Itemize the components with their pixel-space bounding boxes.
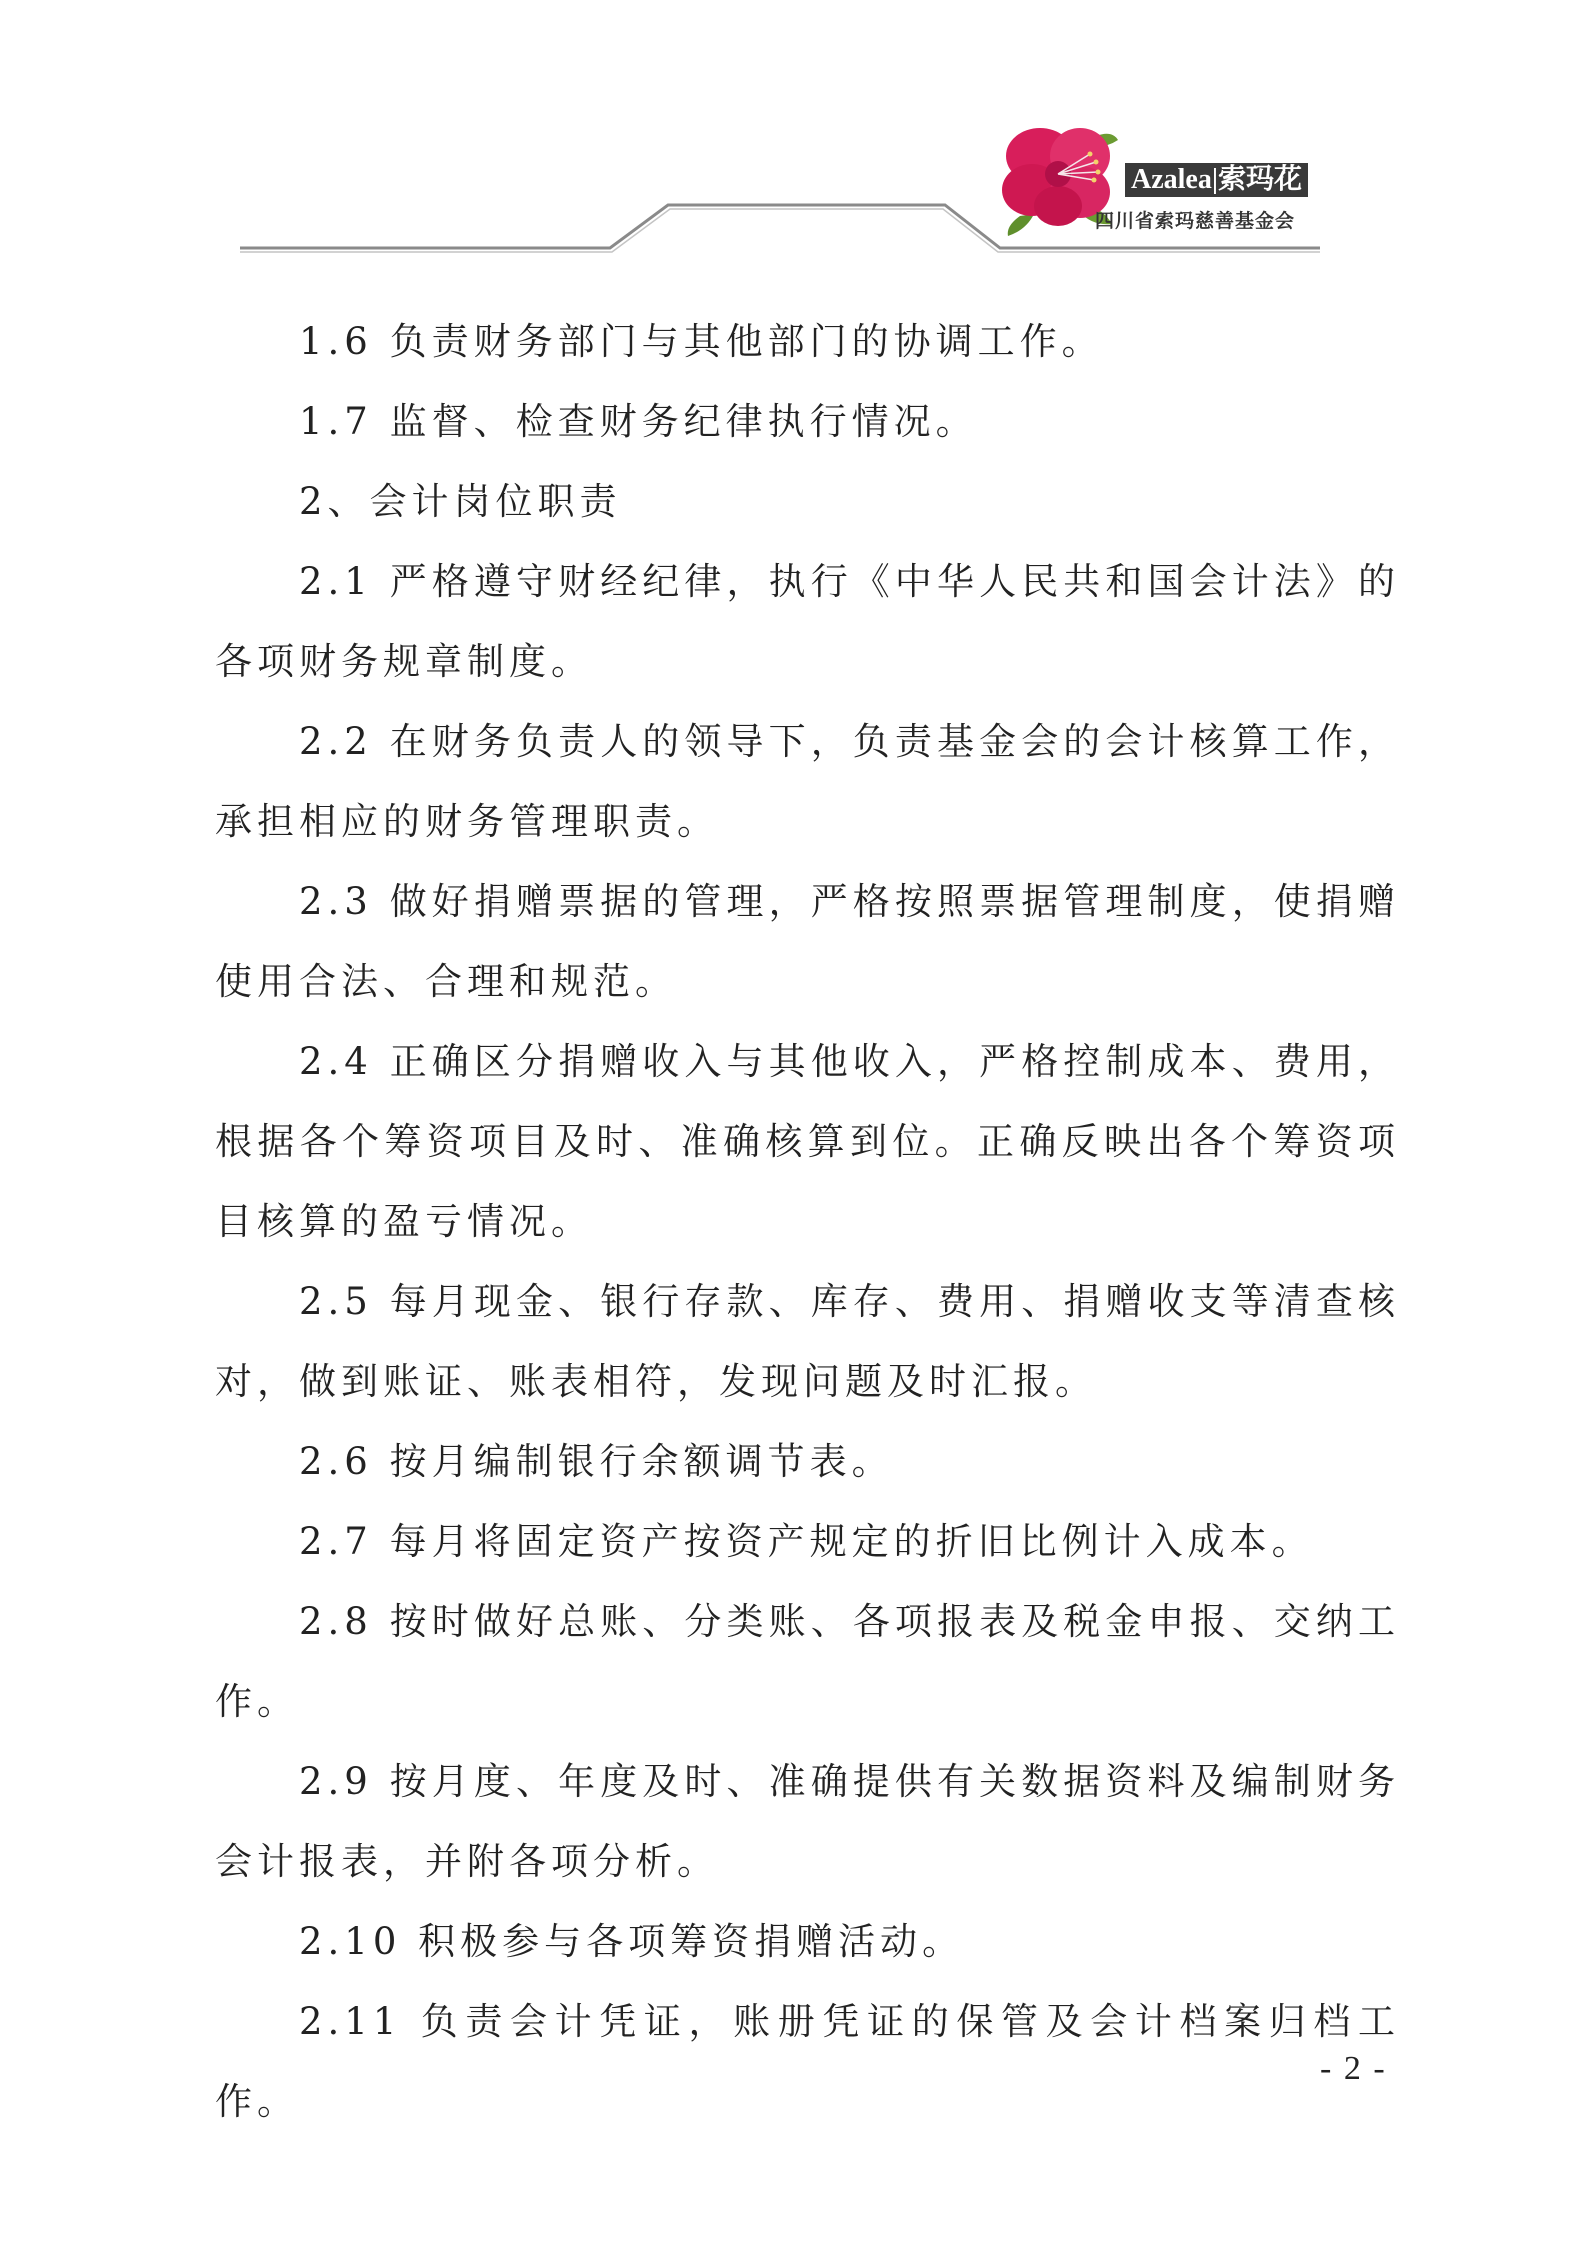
page-header xyxy=(0,0,1587,260)
paragraph-2-2: 2.2 在财务负责人的领导下，负责基金会的会计核算工作，承担相应的财务管理职责。 xyxy=(215,720,1400,843)
foundation-logo xyxy=(1000,118,1330,238)
paragraph-1-7: 1.7 监督、检查财务纪律执行情况。 xyxy=(299,400,978,443)
paragraph-2-9: 2.9 按月度、年度及时、准确提供有关数据资料及编制财务会计报表，并附各项分析。 xyxy=(215,1760,1400,1883)
paragraph-2-8: 2.8 按时做好总账、分类账、各项报表及税金申报、交纳工作。 xyxy=(215,1600,1400,1723)
page-number: - 2 - xyxy=(1320,2050,1387,2087)
logo-chinese-name: 四川省索玛慈善基金会 xyxy=(1095,210,1296,232)
paragraph-1-6: 1.6 负责财务部门与其他部门的协调工作。 xyxy=(299,320,1104,363)
paragraph-2-11: 2.11 负责会计凭证，账册凭证的保管及会计档案归档工作。 xyxy=(215,2000,1400,2123)
document-body xyxy=(215,302,1400,2142)
paragraph-2-4: 2.4 正确区分捐赠收入与其他收入，严格控制成本、费用，根据各个筹资项目及时、准确核算到位。正确反映出各个筹资项目核算的盈亏情况。 xyxy=(215,1040,1400,1243)
paragraph-2-7: 2.7 每月将固定资产按资产规定的折旧比例计入成本。 xyxy=(299,1520,1314,1563)
header-divider-line xyxy=(0,0,1587,260)
logo-english-name: Azalea|索玛花 xyxy=(1125,163,1308,197)
section-heading-accounting-duties: 2、会计岗位职责 xyxy=(299,480,622,523)
paragraph-2-3: 2.3 做好捐赠票据的管理，严格按照票据管理制度，使捐赠使用合法、合理和规范。 xyxy=(215,880,1400,1003)
paragraph-2-1: 2.1 严格遵守财经纪律，执行《中华人民共和国会计法》的各项财务规章制度。 xyxy=(215,560,1400,683)
paragraph-2-6: 2.6 按月编制银行余额调节表。 xyxy=(299,1440,894,1483)
paragraph-2-5: 2.5 每月现金、银行存款、库存、费用、捐赠收支等清查核对，做到账证、账表相符，发现问题及时汇报。 xyxy=(215,1280,1400,1403)
paragraph-2-10: 2.10 积极参与各项筹资捐赠活动。 xyxy=(299,1920,965,1963)
